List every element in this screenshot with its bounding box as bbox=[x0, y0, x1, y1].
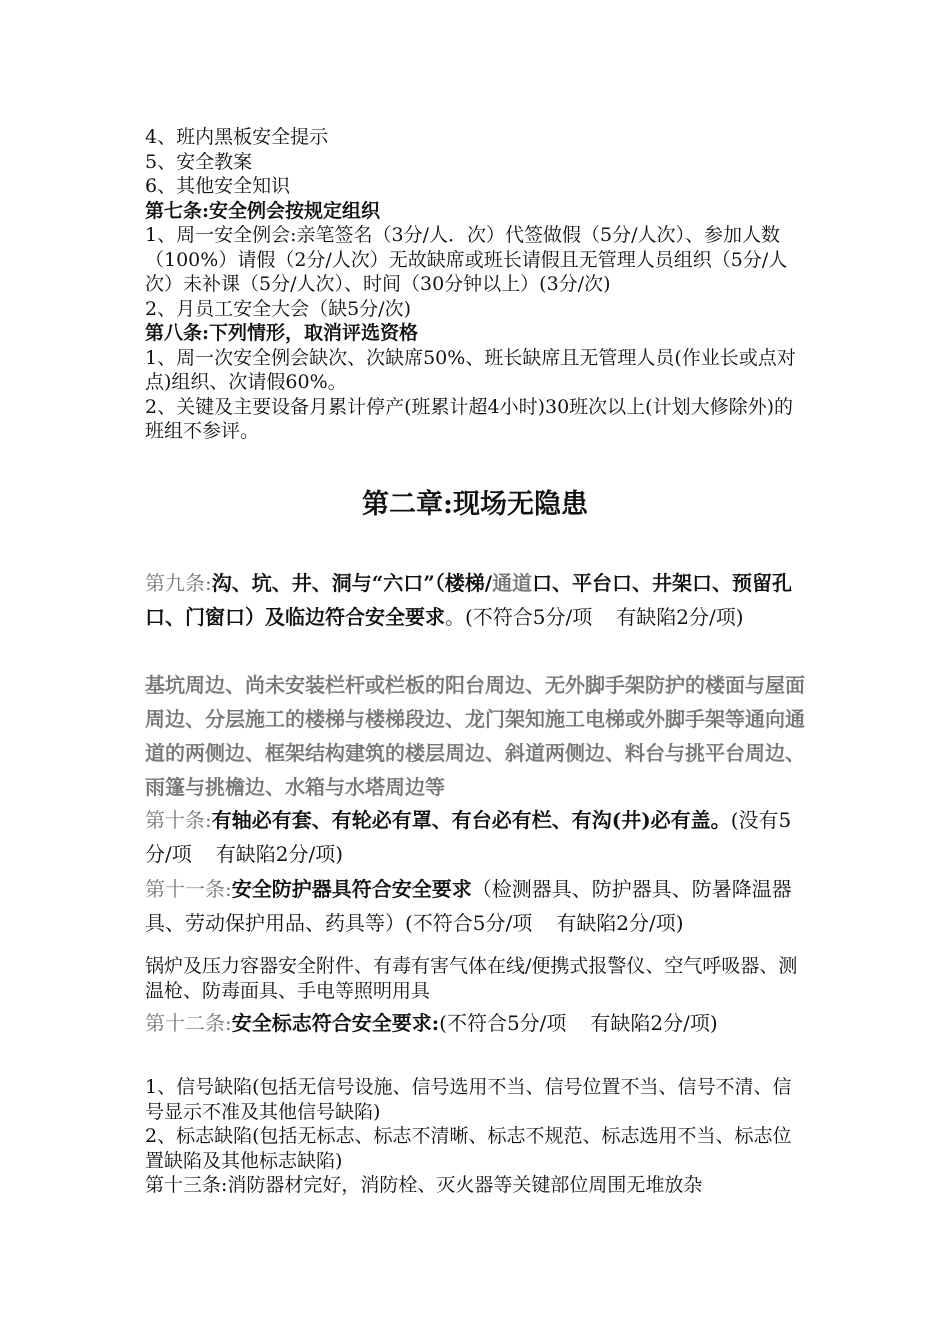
article-9 bbox=[145, 566, 810, 634]
article-8-heading: 第八条:下列情形，取消评选资格 bbox=[145, 322, 419, 344]
article-9-score-b: 有缺陷2分/项) bbox=[616, 605, 744, 629]
list-item: 5、安全教案 bbox=[145, 150, 253, 173]
article-11-score-a: （检测器具、防护器具、防暑降温器具、劳动保护用品、药具等）(不符合5分/项 bbox=[145, 877, 792, 935]
article-9-score-a: 。(不符合5分/项 bbox=[445, 605, 593, 629]
chapter-title: 第二章:现场无隐患 bbox=[362, 489, 588, 520]
article-9-bold-b: 口、平台口、井架口、预留孔口、门窗口）及临边符合安全要求 bbox=[145, 571, 793, 629]
article-9-bold-a: 沟、坑、井、洞与“六口”（楼梯/ bbox=[211, 571, 493, 595]
article-11-score-b: 有缺陷2分/项) bbox=[556, 911, 684, 935]
article-label: 第九条: bbox=[145, 571, 212, 595]
article-label: 第十二条: bbox=[145, 1011, 232, 1035]
article-8-item-2: 2、关键及主要设备月累计停产(班累计超4小时)30班次以上(计划大修除外)的班组不参评。 bbox=[145, 395, 794, 442]
article-11 bbox=[145, 872, 810, 940]
article-10-bold: 有轴必有套、有轮必有罩、有台必有栏、有沟(井)必有盖。 bbox=[211, 808, 731, 832]
list-item: 4、班内黑板安全提示 bbox=[145, 126, 329, 148]
article-label: 第十一条: bbox=[145, 877, 232, 901]
article-10-score-a: (没有5分/项 bbox=[145, 808, 792, 866]
article-12-items bbox=[145, 1075, 810, 1198]
article-9-detail: 基坑周边、尚未安装栏杆或栏板的阳台周边、无外脚手架防护的楼面与屋面周边、分层施工的楼梯与楼梯段边、龙门架知施工电梯或外脚手架等通向通道的两侧边、框架结构建筑的楼层周边、斜道两侧边、料台与挑平台周边、雨篷与挑檐边、水箱与水塔周边等 bbox=[145, 673, 805, 799]
article-12-item-2: 2、标志缺陷(包括无标志、标志不清晰、标志不规范、标志选用不当、标志位置缺陷及其他标志缺陷) bbox=[145, 1125, 792, 1172]
article-label: 第十条: bbox=[145, 808, 212, 832]
article-11-detail: 锅炉及压力容器安全附件、有毒有害气体在线/便携式报警仪、空气呼吸器、测温枪、防毒面具、手电等照明用具 bbox=[145, 955, 798, 1002]
article-10-score-b: 有缺陷2分/项) bbox=[215, 842, 344, 866]
article-7-item-2: 2、月员工安全大会（缺5分/次) bbox=[145, 297, 411, 320]
article-8-item-1: 1、周一次安全例会缺次、次缺席50%、班长缺席且无管理人员(作业长或点对点)组织、次请假60%。 bbox=[145, 346, 796, 393]
article-12-item-1: 1、信号缺陷(包括无信号设施、信号选用不当、信号位置不当、信号不清、信号显示不准及其他信号缺陷) bbox=[145, 1076, 792, 1123]
article-7-item-1: 1、周一安全例会:亲笔签名（3分/人．次）代签做假（5分/人次）、参加人数（100%）请假（2分/人次）无故缺席或班长请假且无管理人员组织（5分/人次）未补课（5分/人次）、时间（30分钟以上）(3分/次) bbox=[145, 224, 788, 295]
list-item: 6、其他安全知识 bbox=[145, 175, 291, 197]
article-12-score-b: 有缺陷2分/项) bbox=[590, 1011, 718, 1035]
article-12 bbox=[145, 1006, 810, 1040]
article-11-bold: 安全防护器具符合安全要求 bbox=[231, 877, 472, 901]
section-continuation bbox=[145, 125, 810, 444]
article-9-bold-gray: 通道 bbox=[492, 571, 533, 595]
article-12-score-a: (不符合5分/项 bbox=[439, 1011, 567, 1035]
article-7-heading: 第七条:安全例会按规定组织 bbox=[145, 199, 381, 222]
article-10 bbox=[145, 803, 810, 871]
article-12-bold: 安全标志符合安全要求: bbox=[231, 1011, 440, 1035]
article-13-text: 第十三条:消防器材完好，消防栓、灭火器等关键部位周围无堆放杂 bbox=[145, 1174, 703, 1196]
